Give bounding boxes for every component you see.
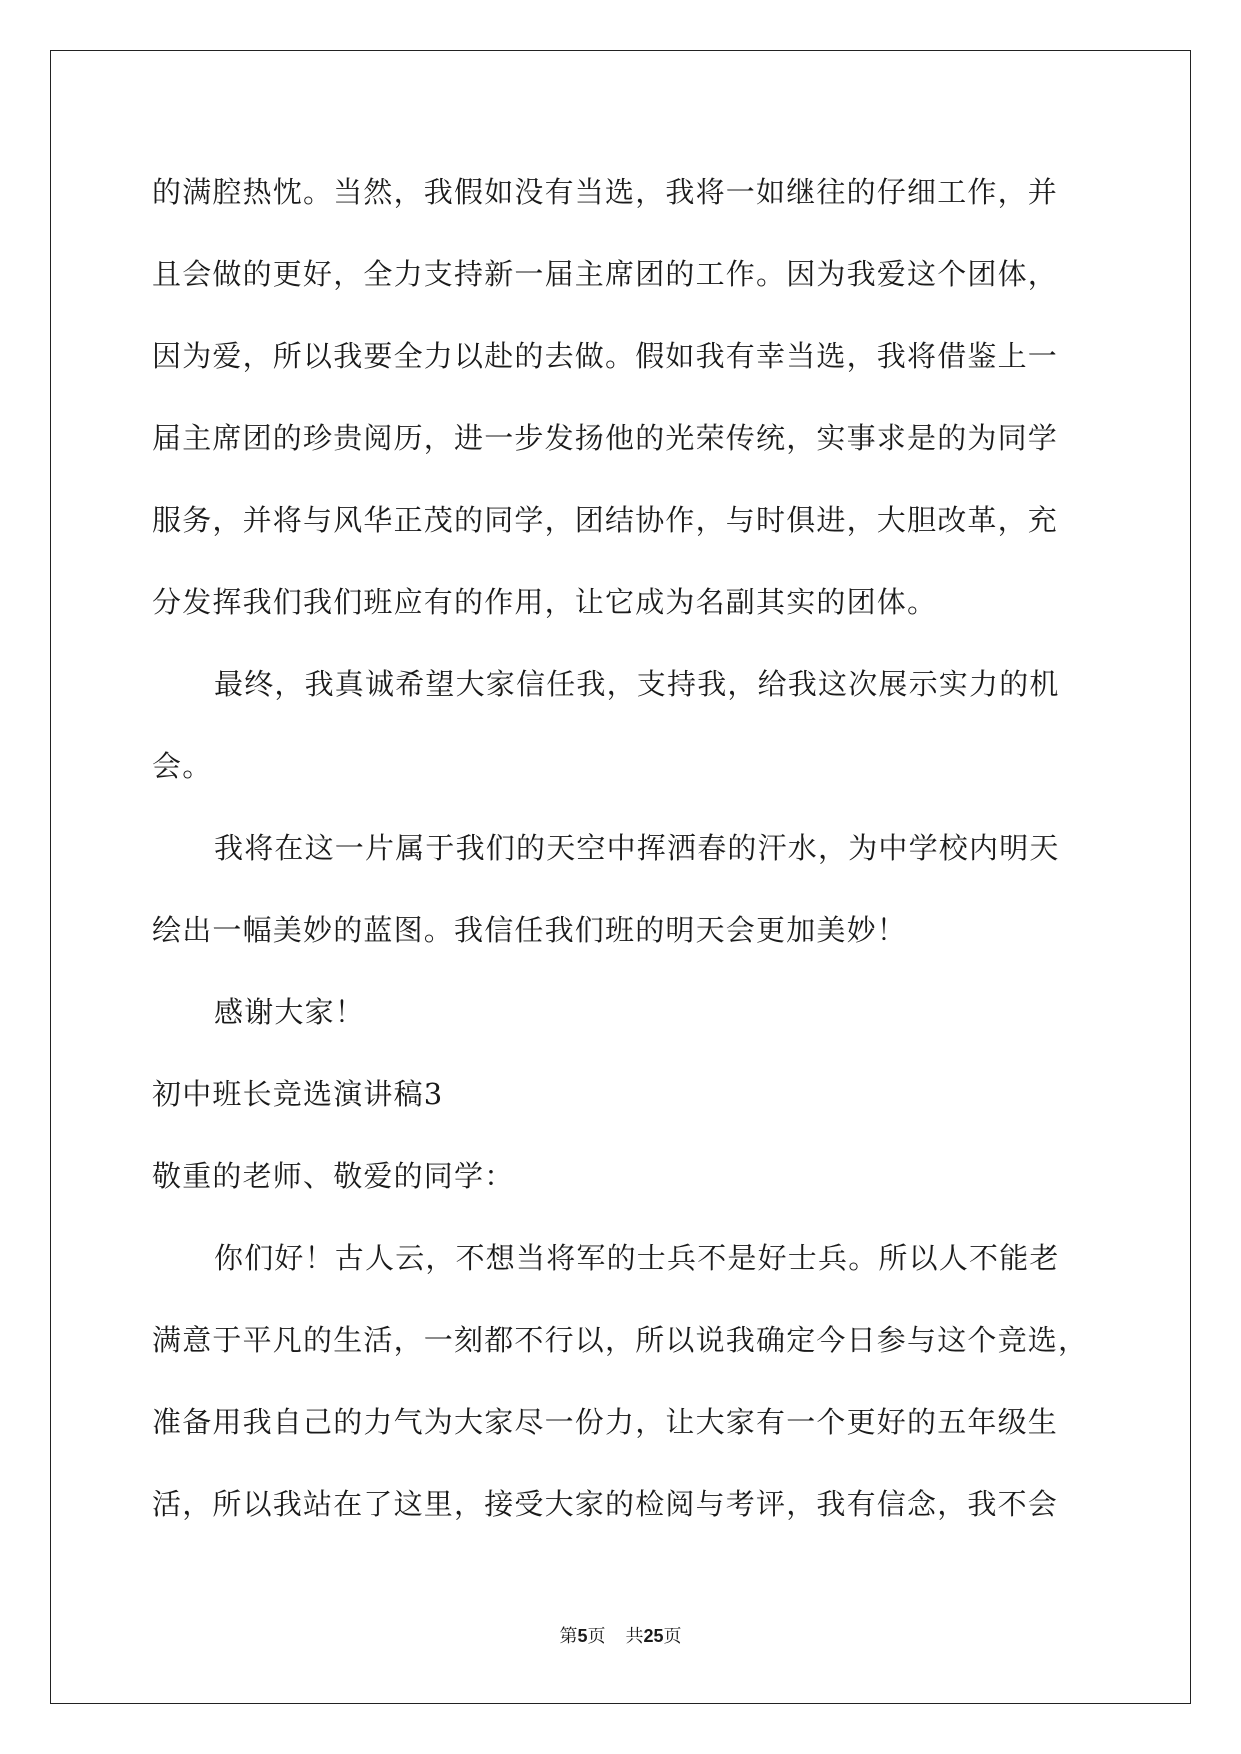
text-line-10: 绘出一幅美妙的蓝图。我信任我们班的明天会更加美妙！ [152, 913, 908, 947]
text-line-9: 我将在这一片属于我们的天空中挥洒春的汗水，为中学校内明天 [214, 831, 1060, 865]
text-line-11: 感谢大家！ [214, 995, 366, 1029]
text-line-5: 服务，并将与风华正茂的同学，团结协作，与时俱进，大胆改革，充 [152, 503, 1059, 537]
text-line-2: 且会做的更好，全力支持新一届主席团的工作。因为我爱这个团体， [152, 257, 1059, 291]
salutation: 敬重的老师、敬爱的同学： [152, 1159, 515, 1193]
section-title: 初中班长竞选演讲稿3 [152, 1077, 444, 1111]
text-line-14: 你们好！古人云，不想当将军的士兵不是好士兵。所以人不能老 [214, 1241, 1060, 1275]
text-line-8: 会。 [152, 749, 213, 783]
total-prefix: 共 [625, 1626, 644, 1647]
text-line-3: 因为爱，所以我要全力以赴的去做。假如我有幸当选，我将借鉴上一 [152, 339, 1059, 373]
page-total: 25 [643, 1626, 664, 1646]
text-line-16: 准备用我自己的力气为大家尽一份力，让大家有一个更好的五年级生 [152, 1405, 1059, 1439]
document-body [152, 162, 1112, 1556]
page-prefix: 第 [559, 1626, 578, 1647]
text-line-7: 最终，我真诚希望大家信任我，支持我，给我这次展示实力的机 [214, 667, 1060, 701]
text-line-4: 届主席团的珍贵阅历，进一步发扬他的光荣传统，实事求是的为同学 [152, 421, 1059, 455]
total-unit: 页 [663, 1626, 682, 1647]
page-current: 5 [577, 1626, 588, 1646]
text-line-17: 活，所以我站在了这里，接受大家的检阅与考评，我有信念，我不会 [152, 1487, 1059, 1521]
text-line-15: 满意于平凡的生活，一刻都不行以，所以说我确定今日参与这个竞选， [152, 1323, 1089, 1357]
page-unit: 页 [587, 1626, 606, 1647]
page-footer [0, 1624, 1241, 1649]
text-line-6: 分发挥我们我们班应有的作用，让它成为名副其实的团体。 [152, 585, 938, 619]
text-line-1: 的满腔热忱。当然，我假如没有当选，我将一如继往的仔细工作，并 [152, 175, 1059, 209]
